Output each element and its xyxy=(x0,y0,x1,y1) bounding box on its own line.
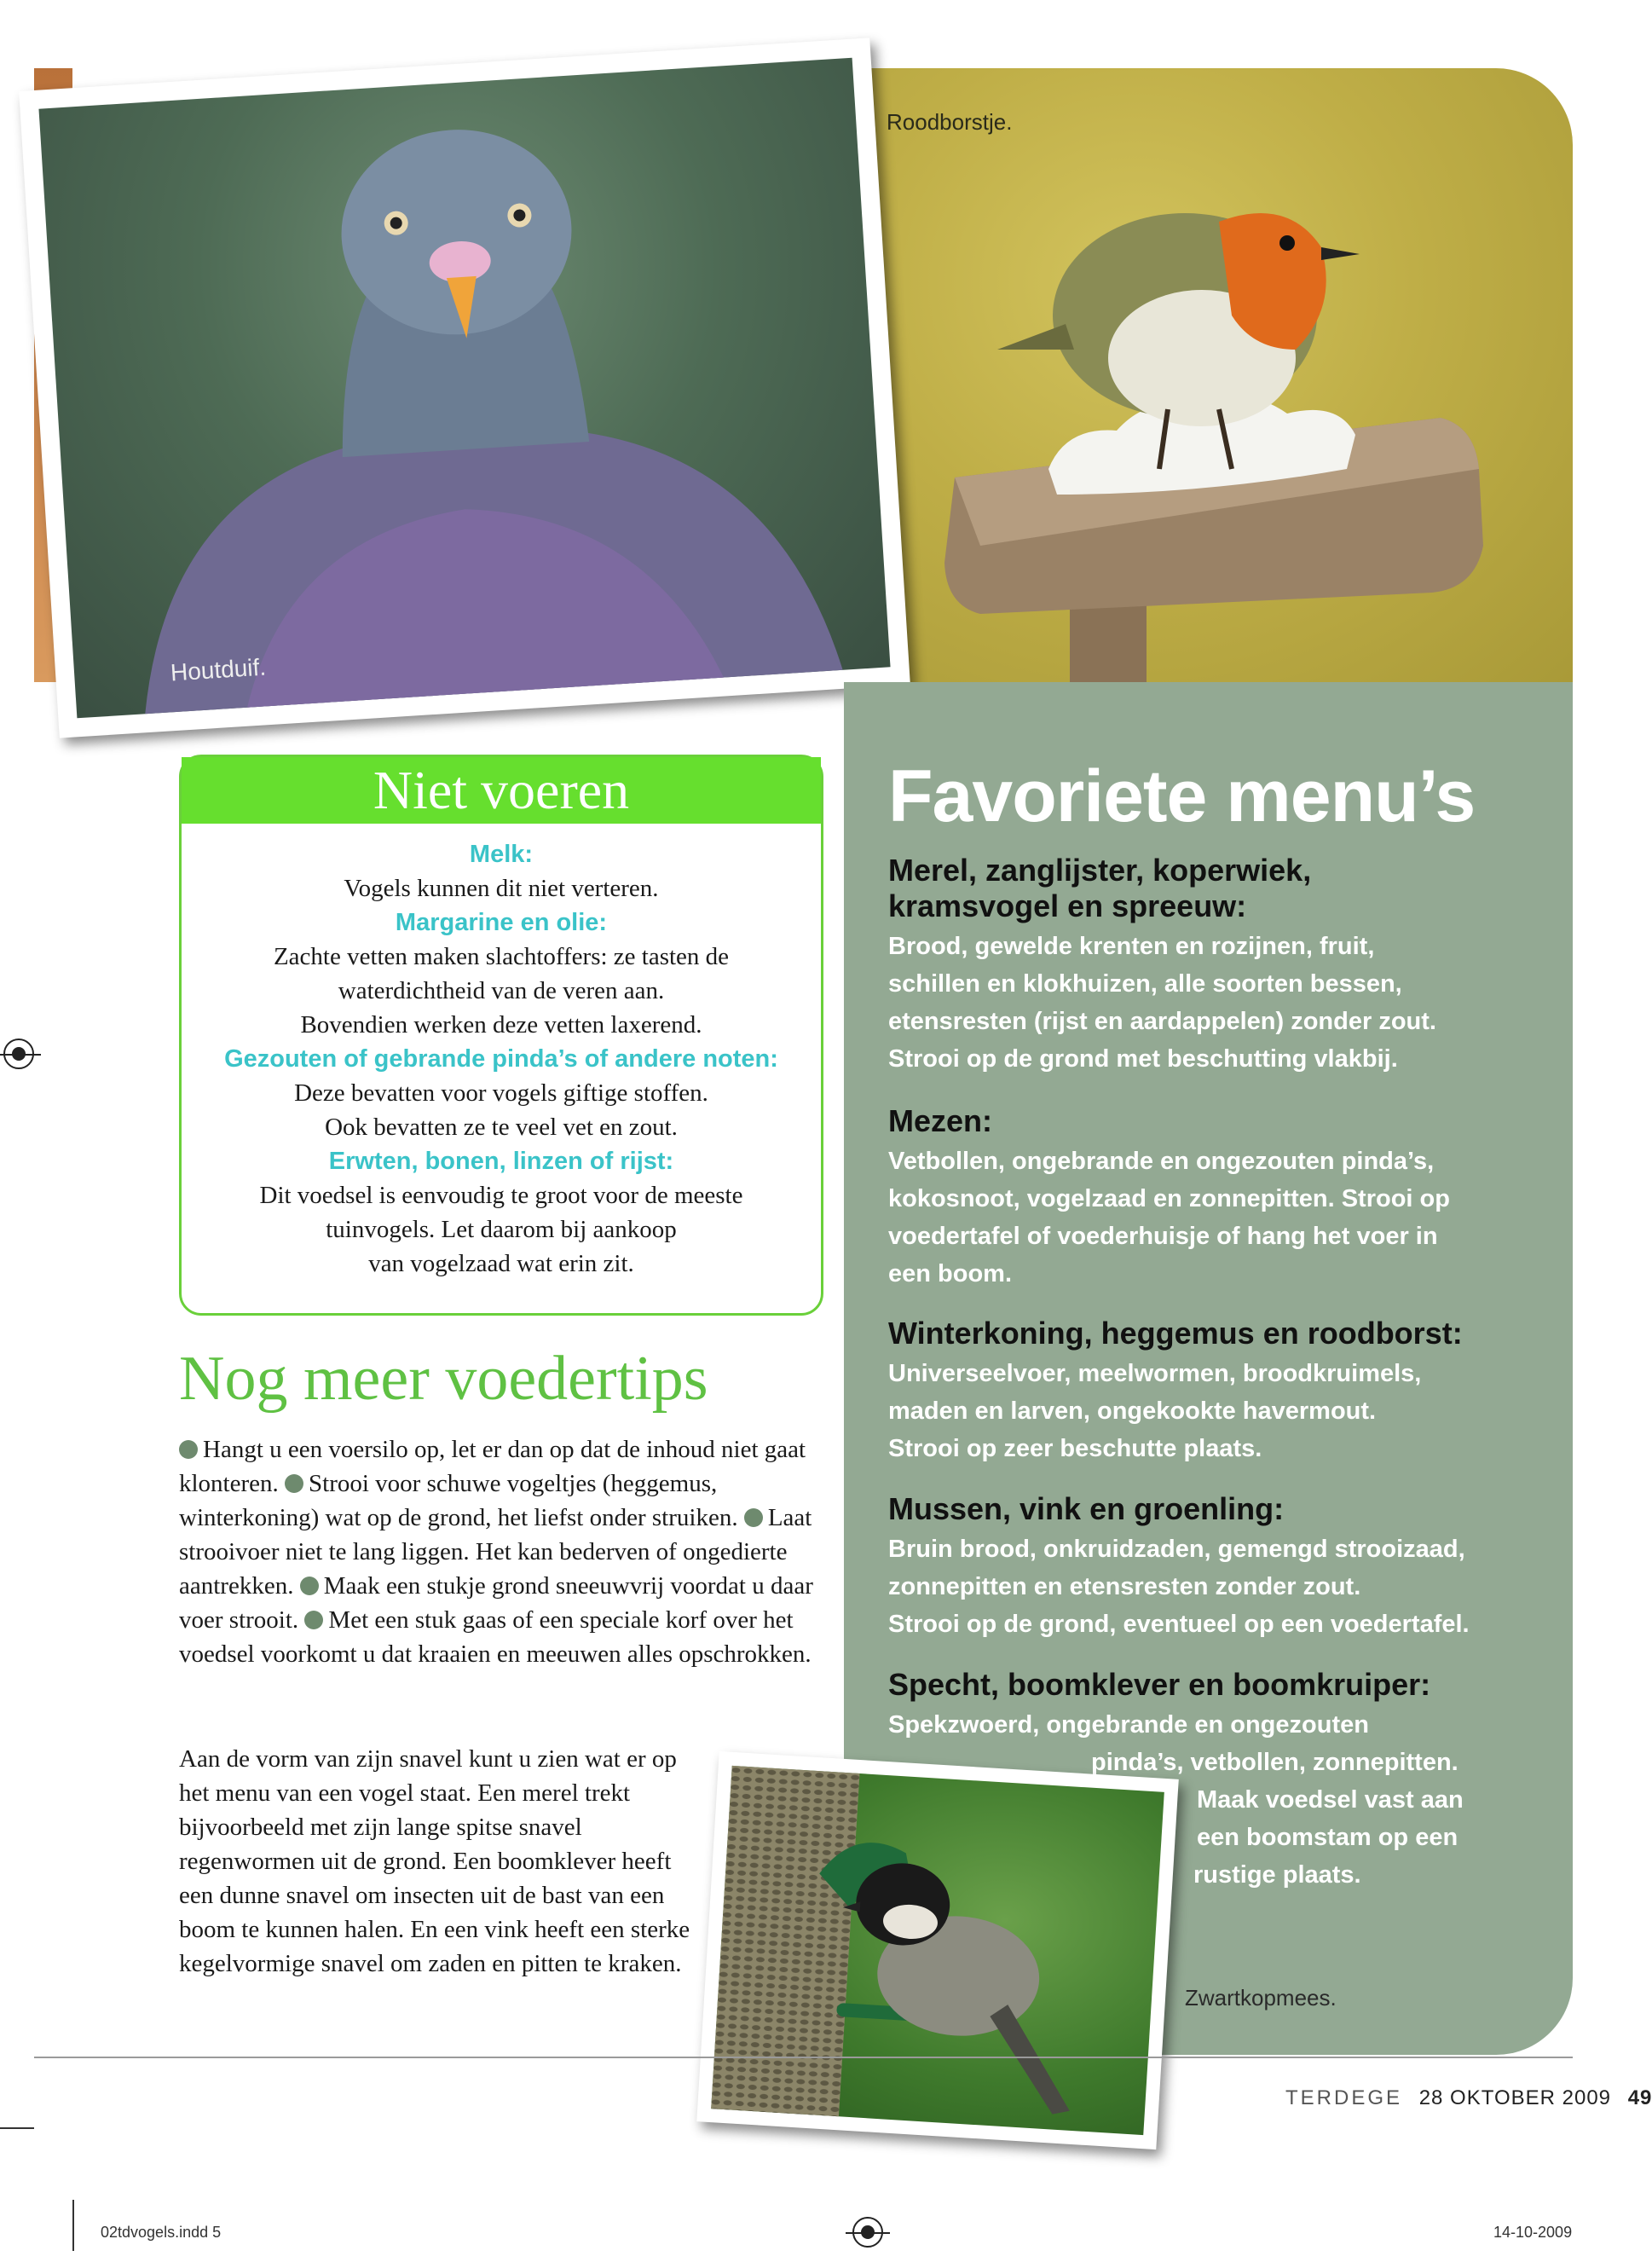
robin-beak xyxy=(1321,247,1360,260)
crop-mark xyxy=(72,2200,74,2251)
registration-mark-icon xyxy=(3,1039,34,1069)
menu-heading: Mezen: xyxy=(888,1103,993,1138)
pigeon-photo xyxy=(38,58,890,719)
registration-mark-icon xyxy=(852,2217,883,2248)
menu-text: Universeelvoer, meelwormen, broodkruimels, maden en larven, ongekookte havermout. Strooi op zeer beschutte plaats. xyxy=(888,1360,1422,1462)
menu-text: Brood, gewelde krenten en rozijnen, fruit, schillen en klokhuizen, alle soorten bessen, etensresten (rijst en aardappelen) zonder zout. Strooi op de grond met beschutting vlakbij. xyxy=(888,933,1436,1073)
menu-group-mussen xyxy=(888,1491,1545,1643)
niet-voeren-heading: Melk: xyxy=(469,841,534,868)
snavel-paragraph: Aan de vorm van zijn snavel kunt u zien wat er op het menu van een vogel staat. Een merel trekt bijvoorbeeld met zijn lange spitse snavel regenwormen uit de grond. Een boomklever heeft een dunne snavel om insecten uit de bast van een boom te kunnen halen. En een vink heeft een sterke kegelvormige snavel om zaden en pitten te kraken. xyxy=(179,1745,690,1977)
robin-photo xyxy=(844,68,1573,682)
bullet-icon xyxy=(300,1577,319,1595)
bullet-icon xyxy=(744,1508,763,1527)
crop-mark xyxy=(0,2127,34,2129)
favorite-menus-title: Favoriete menu’s xyxy=(888,755,1476,837)
niet-voeren-heading: Margarine en olie: xyxy=(395,909,608,936)
menu-heading: Mussen, vink en groenling: xyxy=(888,1491,1285,1526)
bullet-icon xyxy=(304,1611,323,1629)
voedertips-title: Nog meer voedertips xyxy=(179,1344,708,1414)
menu-text: Spekzwoerd, ongebrande en ongezouten pinda’s, vetbollen, zonnepitten. Maak voedsel vast aan een boomstam op een rustige plaats. xyxy=(888,1711,1464,1889)
menu-group-merel xyxy=(888,853,1545,1078)
niet-voeren-content: Melk: Vogels kunnen dit niet verteren. Margarine en olie: Zachte vetten maken slachtoffers: ze tasten de waterdichtheid van de veren aan. Bovendien werken deze vetten laxerend. Gezouten of gebrande pinda’s of andere noten: Deze bevatten voor vogels giftige stoffen. Ook bevatten ze te veel vet en zout. Erwten, bonen, linzen of rijst: Dit voedsel is eenvoudig te groot voor de meeste tuinvogels. Let daarom bij aankoop van vogelzaad wat erin zit. xyxy=(182,824,821,1281)
footer-rule xyxy=(34,2057,1573,2058)
pigeon-caption: Houtduif. xyxy=(170,653,267,686)
bullet-icon xyxy=(285,1474,303,1493)
voedertips-text: Hangt u een voersilo op, let er dan op dat de inhoud niet gaat klonteren. Strooi voor schuwe vogeltjes (heggemus, winterkoning) wat op de grond, het liefst onder struiken. Laat strooivoer niet te lang liggen. Het kan bederven of ongedierte aantrekken. Maak een stukje grond sneeuwvrij voordat u daar voer strooit. Met een stuk gaas of een speciale korf over het voedsel voorkomt u dat kraaien en meeuwen alles opschrokken. xyxy=(179,1436,813,1668)
tit-caption: Zwartkopmees. xyxy=(1185,1985,1337,2011)
menu-group-mezen xyxy=(888,1103,1545,1293)
niet-voeren-title: Niet voeren xyxy=(182,757,821,824)
tit-photo-frame xyxy=(696,1751,1179,2149)
menu-heading: Specht, boomklever en boomkruiper: xyxy=(888,1667,1431,1702)
menu-text: Bruin brood, onkruidzaden, gemengd strooizaad, zonnepitten en etensresten zonder zout. Strooi op de grond, eventueel op een voedertafel. xyxy=(888,1536,1470,1638)
menu-heading: Merel, zanglijster, koperwiek, kramsvogel en spreeuw: xyxy=(888,853,1312,923)
tit-photo xyxy=(711,1766,1164,2135)
menu-heading: Winterkoning, heggemus en roodborst: xyxy=(888,1316,1463,1351)
niet-voeren-heading: Erwten, bonen, linzen of rijst: xyxy=(328,1148,674,1175)
magazine-name: TERDEGE xyxy=(1285,2086,1403,2109)
slug-date: 14-10-2009 xyxy=(1493,2224,1573,2241)
tit-illustration xyxy=(711,1766,1164,2135)
pigeon-illustration xyxy=(38,58,890,719)
niet-voeren-heading: Gezouten of gebrande pinda’s of andere noten: xyxy=(224,1045,778,1073)
page-folio xyxy=(1285,2086,1652,2110)
pigeon-photo-frame xyxy=(19,38,910,738)
niet-voeren-box xyxy=(179,755,823,1316)
slug-filename: 02tdvogels.indd 5 xyxy=(101,2224,222,2241)
page-number: 49 xyxy=(1627,2086,1652,2109)
menu-text: Vetbollen, ongebrande en ongezouten pinda’s, kokosnoot, vogelzaad en zonnepitten. Strooi op voedertafel of voederhuisje of hang het voer in een boom. xyxy=(888,1148,1450,1287)
robin-caption: Roodborstje. xyxy=(887,109,1013,135)
bullet-icon xyxy=(179,1440,198,1459)
menu-group-winterkoning xyxy=(888,1316,1545,1467)
issue-date: 28 OKTOBER 2009 xyxy=(1418,2086,1612,2109)
robin-illustration xyxy=(844,68,1573,682)
